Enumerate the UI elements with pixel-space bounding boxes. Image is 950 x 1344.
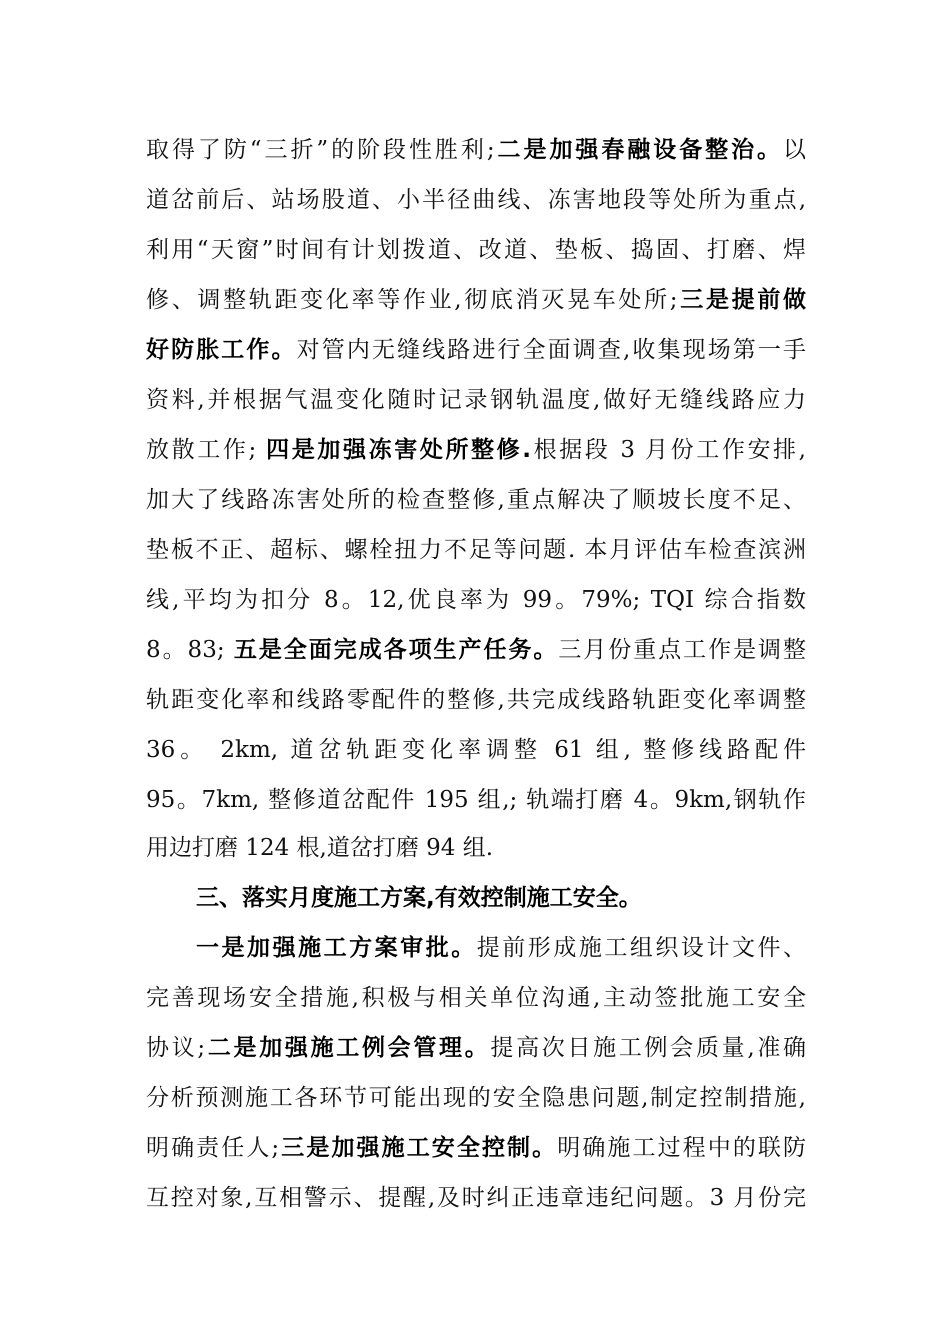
text-run: 明确责任人;	[146, 1135, 280, 1161]
bold-heading-run: 三是加强施工安全控制。	[279, 1135, 558, 1161]
text-run: 提前形成施工组织设计文件、	[476, 935, 806, 961]
text-run: 互控对象,互相警示、提醒,及时纠正违章违纪问题。3 月份完	[146, 1185, 806, 1211]
text-line	[146, 380, 806, 420]
text-run: 8。83;	[146, 637, 234, 663]
text-run: 资料,并根据气温变化随时记录钢轨温度,做好无缝线路应力	[146, 387, 806, 413]
text-line	[146, 180, 806, 220]
text-line	[146, 828, 806, 868]
section-heading	[196, 878, 806, 918]
text-line	[146, 1128, 806, 1168]
text-run: 道岔前后、站场股道、小半径曲线、冻害地段等处所为重点,	[146, 187, 806, 213]
text-run: 明确施工过程中的联防	[557, 1135, 806, 1161]
text-run: 完善现场安全措施,积极与相关单位沟通,主动签批施工安全	[146, 985, 806, 1011]
text-run: 放散工作;	[146, 437, 267, 463]
text-line	[146, 680, 806, 720]
bold-heading-run: 三、落实月度施工方案,有效控制施工安全。	[196, 885, 642, 911]
text-run: 36。 2km, 道岔轨距变化率调整 61 组, 整修线路配件	[146, 737, 806, 763]
text-line	[146, 480, 806, 520]
text-run: 垫板不正、超标、螺栓扭力不足等问题. 本月评估车检查滨洲	[146, 537, 806, 563]
text-run: 取得了防“三折”的阶段性胜利;	[146, 137, 495, 163]
text-line	[146, 230, 806, 270]
text-run: 三月份重点工作是调整	[558, 637, 806, 663]
text-run: 根据段 3 月份工作安排,	[531, 437, 806, 463]
text-line	[196, 928, 806, 968]
text-line	[146, 130, 806, 170]
text-run: 修、调整轨距变化率等作业,彻底消灭晃车处所;	[146, 287, 678, 313]
text-line	[146, 580, 806, 620]
bold-heading-run: 四是加强冻害处所整修.	[266, 437, 532, 463]
text-line	[146, 978, 806, 1018]
text-run: 加大了线路冻害处所的检查整修,重点解决了顺坡长度不足、	[146, 487, 806, 513]
text-run: 线,平均为扣分 8。12,优良率为 99。79%; TQI 综合指数	[146, 587, 806, 613]
text-line	[146, 1028, 806, 1068]
text-line	[146, 280, 806, 320]
text-line	[146, 430, 806, 470]
bold-heading-run: 五是全面完成各项生产任务。	[233, 637, 559, 663]
text-run: 用边打磨 124 根,道岔打磨 94 组.	[146, 835, 494, 861]
text-line	[146, 330, 806, 370]
text-line	[146, 530, 806, 570]
text-run: 以	[783, 137, 806, 163]
text-line	[146, 780, 806, 820]
bold-heading-run: 一是加强施工方案审批。	[196, 935, 477, 961]
text-run: 利用“天窗”时间有计划拨道、改道、垫板、捣固、打磨、焊	[146, 237, 806, 263]
text-line	[146, 1078, 806, 1118]
text-line	[146, 1178, 806, 1218]
bold-heading-run: 好防胀工作。	[146, 337, 297, 363]
text-run: 提高次日施工例会质量,准确	[490, 1035, 806, 1061]
text-run: 轨距变化率和线路零配件的整修,共完成线路轨距变化率调整	[146, 687, 806, 713]
text-run: 95。7km, 整修道岔配件 195 组,; 轨端打磨 4。9km,钢轨作	[146, 787, 806, 813]
bold-heading-run: 二是加强春融设备整治。	[494, 137, 784, 163]
text-run: 对管内无缝线路进行全面调查,收集现场第一手	[296, 337, 806, 363]
text-run: 协议;	[146, 1035, 206, 1061]
text-run: 分析预测施工各环节可能出现的安全隐患问题,制定控制措施,	[146, 1085, 806, 1111]
text-line	[146, 730, 806, 770]
bold-heading-run: 三是提前做	[677, 287, 806, 313]
text-line	[146, 630, 806, 670]
bold-heading-run: 二是加强施工例会管理。	[205, 1035, 491, 1061]
